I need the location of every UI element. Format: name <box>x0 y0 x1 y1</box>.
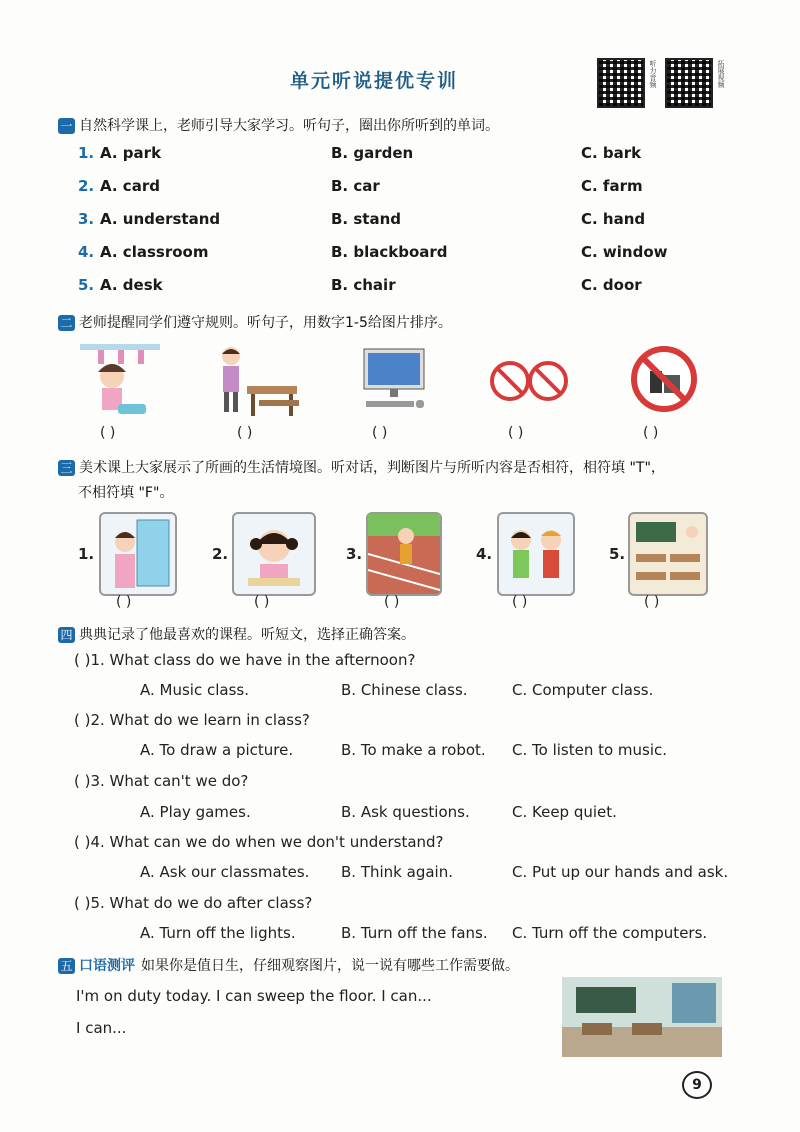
item-number: 2. <box>78 177 95 195</box>
option-b[interactable]: B. To make a robot. <box>341 741 486 759</box>
item-number: 4. <box>78 243 95 261</box>
picture-label: 3. <box>346 545 363 563</box>
no-running-signs-picture <box>490 358 570 404</box>
answer-blank[interactable]: ( ) <box>372 425 388 441</box>
section-4-instruction <box>58 624 415 644</box>
picture-label: 4. <box>476 545 493 563</box>
answer-blank[interactable]: ( ) <box>643 425 659 441</box>
speaking-tag: 口语测评 <box>79 958 135 974</box>
two-children-picture <box>497 512 575 596</box>
option-c[interactable]: C. hand <box>581 210 646 228</box>
option-b[interactable]: B. Chinese class. <box>341 681 468 699</box>
speaking-line-2: I can... <box>76 1019 127 1037</box>
question-2: ( )2. What do we learn in class? <box>74 711 310 729</box>
qr-caption-video: 拓展视频 <box>717 60 725 88</box>
question-3: ( )3. What can't we do? <box>74 772 249 790</box>
option-c[interactable]: C. To listen to music. <box>512 741 668 759</box>
option-b[interactable]: B. Turn off the fans. <box>341 924 488 942</box>
qr-code-video[interactable] <box>665 58 713 108</box>
answer-blank[interactable]: ( ) <box>384 594 400 610</box>
option-a[interactable]: A. Ask our classmates. <box>140 863 310 881</box>
option-a[interactable]: A. Music class. <box>140 681 249 699</box>
option-b[interactable]: B. car <box>331 177 380 195</box>
answer-blank[interactable]: ( ) <box>512 594 528 610</box>
section-5-text: 如果你是值日生，仔细观察图片，说一说有哪些工作需要做。 <box>141 958 519 974</box>
option-a[interactable]: A. classroom <box>100 243 209 261</box>
classroom-picture <box>628 512 708 596</box>
option-a[interactable]: A. understand <box>100 210 221 228</box>
desks-picture <box>215 342 305 422</box>
option-c[interactable]: C. Put up our hands and ask. <box>512 863 729 881</box>
answer-blank[interactable]: ( ) <box>644 594 660 610</box>
computer-picture <box>360 345 430 413</box>
section-1-badge: 一 <box>58 118 75 134</box>
option-b[interactable]: B. Ask questions. <box>341 803 470 821</box>
section-4-text: 典典记录了他最喜欢的课程。听短文，选择正确答案。 <box>79 627 415 643</box>
option-c[interactable]: C. Turn off the computers. <box>512 924 708 942</box>
option-a[interactable]: A. Play games. <box>140 803 251 821</box>
section-2-badge: 二 <box>58 315 75 331</box>
section-1-text: 自然科学课上，老师引导大家学习。听句子，圈出你所听到的单词。 <box>79 118 499 134</box>
page-number: 9 <box>682 1071 712 1099</box>
section-5-badge: 五 <box>58 958 75 974</box>
option-a[interactable]: A. desk <box>100 276 163 294</box>
option-b[interactable]: B. garden <box>331 144 414 162</box>
running-track-picture <box>366 512 442 596</box>
option-b[interactable]: B. chair <box>331 276 396 294</box>
page-title: 单元听说提优专训 <box>290 70 459 92</box>
picture-label: 2. <box>212 545 229 563</box>
answer-blank[interactable]: ( ) <box>508 425 524 441</box>
answer-blank[interactable]: ( ) <box>100 425 116 441</box>
option-c[interactable]: C. Keep quiet. <box>512 803 617 821</box>
answer-blank[interactable]: ( ) <box>116 594 132 610</box>
qr-code-audio[interactable] <box>597 58 645 108</box>
question-1: ( )1. What class do we have in the afternoon? <box>74 651 416 669</box>
question-5: ( )5. What do we do after class? <box>74 894 313 912</box>
option-c[interactable]: C. Computer class. <box>512 681 654 699</box>
question-4: ( )4. What can we do when we don't understand? <box>74 833 444 851</box>
option-a[interactable]: A. To draw a picture. <box>140 741 294 759</box>
picture-label: 1. <box>78 545 95 563</box>
option-a[interactable]: A. card <box>100 177 160 195</box>
section-3-text-2: 不相符填 "F"。 <box>78 485 174 501</box>
answer-blank[interactable]: ( ) <box>237 425 253 441</box>
speaking-line-1: I'm on duty today. I can sweep the floor. I can... <box>76 987 432 1005</box>
section-4-badge: 四 <box>58 627 75 643</box>
item-number: 1. <box>78 144 95 162</box>
classroom-photo <box>562 977 722 1057</box>
option-b[interactable]: B. blackboard <box>331 243 448 261</box>
option-c[interactable]: C. bark <box>581 144 642 162</box>
section-5-instruction <box>58 955 519 975</box>
qr-caption-audio: 听力音频 <box>649 60 657 88</box>
section-2-text: 老师提醒同学们遵守规则。听句子，用数字1-5给图片排序。 <box>79 315 452 331</box>
picture-label: 5. <box>609 545 626 563</box>
window-picture <box>99 512 177 596</box>
option-a[interactable]: A. park <box>100 144 162 162</box>
answer-blank[interactable]: ( ) <box>254 594 270 610</box>
option-b[interactable]: B. stand <box>331 210 401 228</box>
item-number: 3. <box>78 210 95 228</box>
no-food-sign-picture <box>628 345 700 413</box>
option-c[interactable]: C. window <box>581 243 668 261</box>
option-b[interactable]: B. Think again. <box>341 863 453 881</box>
section-3-instruction <box>58 457 665 477</box>
section-3-text: 美术课上大家展示了所画的生活情境图。听对话，判断图片与所听内容是否相符，相符填 "T"， <box>79 460 665 476</box>
section-1-instruction <box>58 115 499 135</box>
item-number: 5. <box>78 276 95 294</box>
section-3-badge: 三 <box>58 460 75 476</box>
option-a[interactable]: A. Turn off the lights. <box>140 924 296 942</box>
girl-picture <box>232 512 316 596</box>
section-2-instruction <box>58 312 452 332</box>
option-c[interactable]: C. door <box>581 276 642 294</box>
option-c[interactable]: C. farm <box>581 177 643 195</box>
washing-hands-picture <box>78 342 163 422</box>
